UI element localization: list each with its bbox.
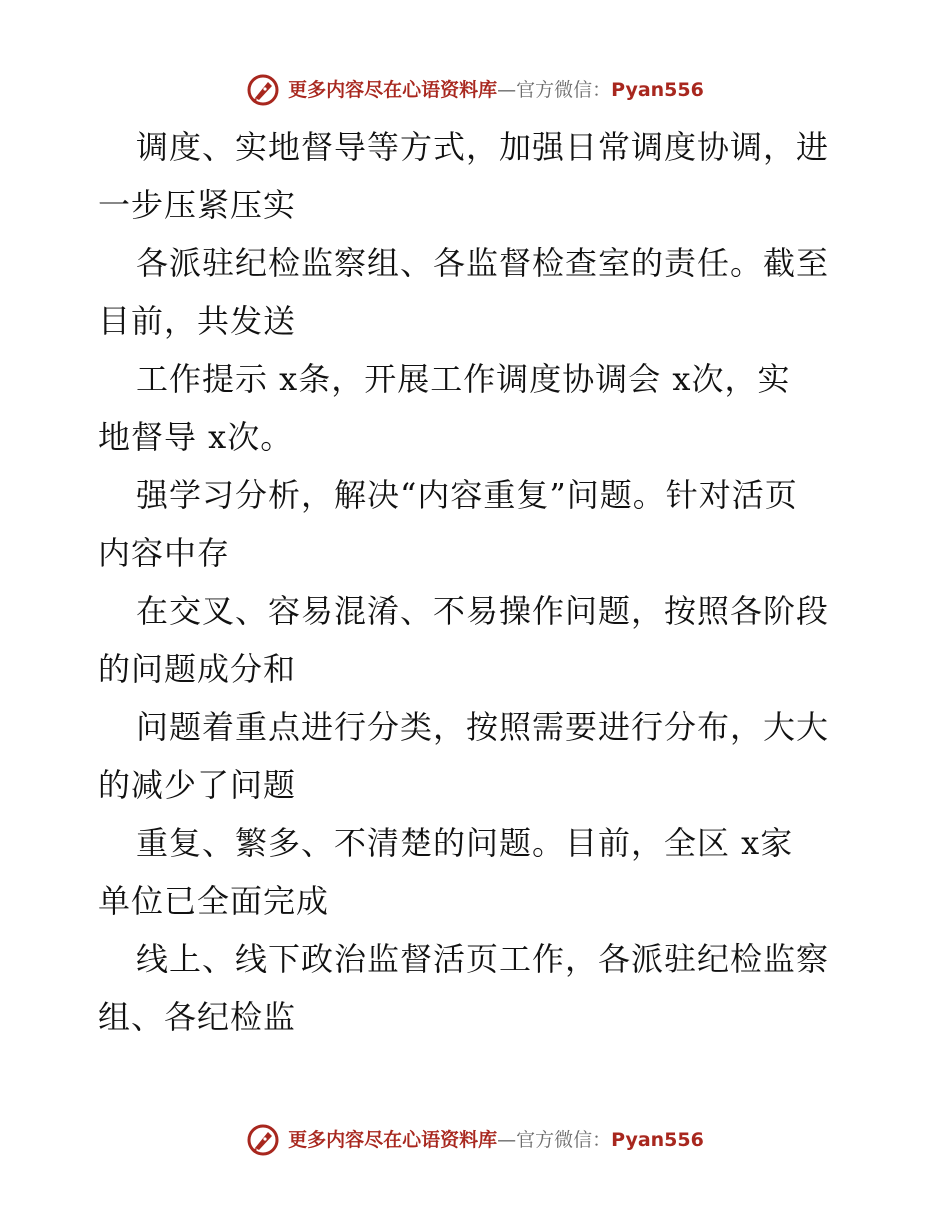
header-banner bbox=[0, 70, 950, 110]
paragraph-line: 在交叉、容易混淆、不易操作问题，按照各阶段 bbox=[136, 592, 830, 630]
paragraph-line: 工作提示 x条，开展工作调度协调会 x次，实 bbox=[136, 360, 791, 398]
footer-banner-title: 更多内容尽在心语资料库 bbox=[288, 1128, 498, 1151]
paragraph-line: 地督导 x次。 bbox=[98, 418, 294, 456]
header-banner-text bbox=[288, 78, 704, 101]
header-banner-title: 更多内容尽在心语资料库 bbox=[288, 78, 498, 101]
footer-banner-wechat-label: 官方微信： bbox=[516, 1128, 612, 1151]
paragraph-line: 调度、实地督导等方式，加强日常调度协调，进 bbox=[136, 128, 830, 166]
header-banner-separator: — bbox=[497, 78, 517, 101]
pen-nib-logo-icon bbox=[246, 73, 280, 107]
paragraph-line: 内容中存 bbox=[98, 534, 231, 572]
paragraph-line: 一步压紧压实 bbox=[98, 186, 297, 224]
paragraph-line: 的问题成分和 bbox=[98, 650, 297, 688]
paragraph-line: 强学习分析，解决“内容重复”问题。针对活页 bbox=[136, 476, 798, 514]
paragraph-line: 组、各纪检监 bbox=[98, 998, 297, 1036]
pen-nib-logo-icon bbox=[246, 1123, 280, 1157]
paragraph-line: 目前，共发送 bbox=[98, 302, 297, 340]
footer-banner bbox=[0, 1120, 950, 1160]
header-banner-wechat-label: 官方微信： bbox=[516, 78, 612, 101]
paragraph-line: 的减少了问题 bbox=[98, 766, 297, 804]
paragraph-line: 各派驻纪检监察组、各监督检查室的责任。截至 bbox=[136, 244, 830, 282]
footer-banner-separator: — bbox=[497, 1128, 517, 1151]
paragraph-line: 问题着重点进行分类，按照需要进行分布，大大 bbox=[136, 708, 830, 746]
paragraph-line: 线上、线下政治监督活页工作，各派驻纪检监察 bbox=[136, 940, 830, 978]
paragraph-line: 单位已全面完成 bbox=[98, 882, 330, 920]
paragraph-line: 重复、繁多、不清楚的问题。目前，全区 x家 bbox=[136, 824, 794, 862]
footer-banner-text bbox=[288, 1128, 704, 1151]
document-body bbox=[98, 118, 854, 1046]
footer-banner-wechat-id: Pyan556 bbox=[611, 1128, 704, 1151]
header-banner-wechat-id: Pyan556 bbox=[611, 78, 704, 101]
